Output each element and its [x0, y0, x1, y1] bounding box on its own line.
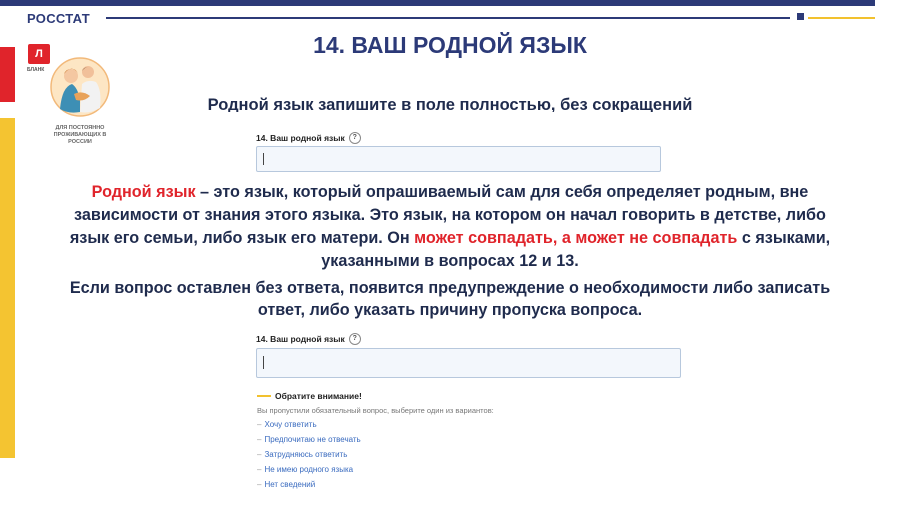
header-divider [106, 17, 790, 19]
warning-explanation: Если вопрос оставлен без ответа, появится предупреждение о необходимости либо записать ответ, либо указать причину пропуска вопроса. [69, 279, 831, 319]
question-label [256, 132, 361, 144]
option-dash: – [257, 420, 262, 429]
option-want-to-answer[interactable] [257, 419, 361, 434]
rosstat-logo: РОССТАТ [27, 11, 90, 26]
illustration-caption: ДЛЯ ПОСТОЯННО ПРОЖИВАЮЩИХ В РОССИИ [53, 125, 107, 145]
definition-text-1: – это язык, который опрашиваемый сам для себя определяет родным, вне зависимости от знания этого языка. Это язык, на котором он начал говорить в детстве, либо язык его семьи, либо язык его матери. Он [69, 183, 826, 247]
option-label: Нет сведений [264, 480, 316, 489]
notice-title: Обратите внимание! [275, 391, 362, 401]
native-language-input-example[interactable] [256, 348, 681, 378]
form-badge-label: БЛАНК [27, 67, 45, 73]
option-label: Затрудняюсь ответить [264, 450, 348, 459]
help-icon-example[interactable]: ? [349, 333, 361, 345]
header-yellow-line [808, 17, 875, 19]
notice-body: Вы пропустили обязательный вопрос, выберите один из вариантов: [257, 406, 494, 415]
option-label: Не имею родного языка [264, 465, 354, 474]
notice-accent-line [257, 395, 271, 397]
definition-highlight: может совпадать, а может не совпадать [414, 229, 738, 247]
question-label-text-example: 14. Ваш родной язык [256, 334, 345, 344]
option-dash: – [257, 465, 262, 474]
form-l-badge: Л [28, 44, 50, 64]
option-prefer-not-to-answer[interactable] [257, 434, 361, 449]
option-dash: – [257, 435, 262, 444]
text-cursor-example [263, 356, 264, 369]
definition-paragraph [60, 181, 840, 273]
option-dash: – [257, 450, 262, 459]
text-cursor [263, 153, 264, 165]
question-label-text: 14. Ваш родной язык [256, 133, 345, 143]
left-yellow-stripe [0, 118, 15, 458]
option-no-information[interactable] [257, 479, 361, 494]
help-icon[interactable]: ? [349, 132, 361, 144]
option-dash: – [257, 480, 262, 489]
option-label: Хочу ответить [264, 420, 317, 429]
option-find-it-difficult[interactable] [257, 449, 361, 464]
header-square-marker [797, 13, 804, 20]
option-no-native-language[interactable] [257, 464, 361, 479]
page-title: 14. ВАШ РОДНОЙ ЯЗЫК [313, 32, 587, 58]
skip-reason-options [257, 419, 361, 494]
subtitle: Родной язык запишите в поле полностью, без сокращений [207, 96, 693, 112]
question-label-example [256, 333, 361, 345]
option-label: Предпочитаю не отвечать [264, 435, 361, 444]
definition-text-2: с языками, указанными в вопросах 12 и 13. [321, 229, 831, 270]
top-bar-stripe [0, 0, 875, 6]
native-language-input[interactable] [256, 146, 661, 172]
definition-term: Родной язык [91, 183, 196, 201]
